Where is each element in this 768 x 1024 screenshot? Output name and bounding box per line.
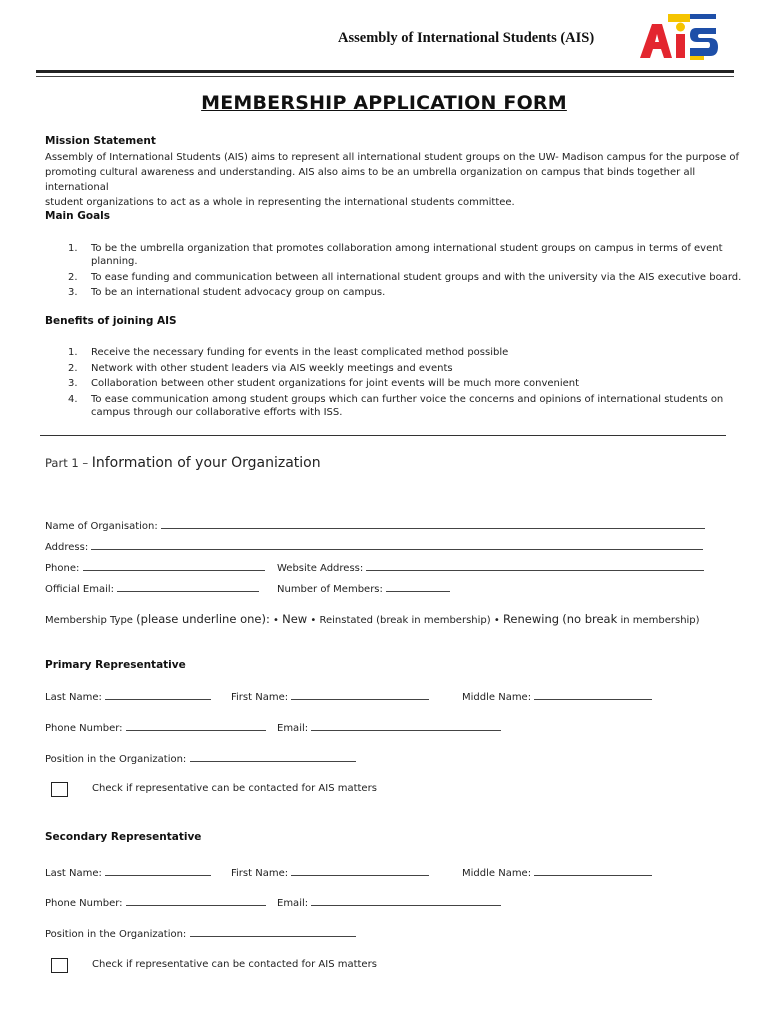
primary-position-field[interactable]: Position in the Organization: bbox=[45, 752, 356, 765]
goals-list bbox=[45, 242, 745, 302]
list-item: 3. Collaboration between other student organizations for joint events will be much more convenient bbox=[68, 378, 580, 389]
members-field[interactable]: Number of Members: bbox=[277, 582, 450, 595]
membership-type-row: Membership Type (please underline one): • New • Reinstated (break in membership) • Renewing (no break in membership) bbox=[45, 612, 700, 626]
section-divider bbox=[40, 435, 726, 436]
members-input-line[interactable] bbox=[386, 582, 450, 592]
part1-title: Information of your Organization bbox=[91, 455, 321, 471]
secondary-last-name-input-line[interactable] bbox=[105, 866, 211, 876]
list-item: 4. To ease communication among student groups which can further voice the concerns and opinions of international students on campus through our collaborative efforts with ISS. bbox=[68, 393, 724, 418]
address-field[interactable]: Address: bbox=[45, 540, 703, 553]
header-rule-thin bbox=[36, 76, 734, 77]
ais-logo bbox=[638, 12, 724, 62]
header-org-title: Assembly of International Students (AIS) bbox=[338, 30, 595, 46]
mission-text bbox=[45, 150, 745, 210]
primary-first-name-input-line[interactable] bbox=[291, 690, 429, 700]
mission-heading: Mission Statement bbox=[45, 135, 156, 147]
primary-middle-name-field[interactable]: Middle Name: bbox=[462, 690, 652, 703]
option-new[interactable]: New bbox=[282, 612, 308, 626]
list-item: 2. To ease funding and communication between all international student groups and with the university via the AIS executive board. bbox=[68, 271, 742, 283]
primary-email-field[interactable]: Email: bbox=[277, 721, 501, 734]
primary-phone-input-line[interactable] bbox=[126, 721, 266, 731]
goals-heading: Main Goals bbox=[45, 210, 111, 222]
secondary-middle-name-input-line[interactable] bbox=[534, 866, 652, 876]
primary-position-input-line[interactable] bbox=[190, 752, 356, 762]
mission-line: student organizations to act as a whole in representing the international students committee. bbox=[45, 197, 515, 208]
part1-prefix: Part 1 – bbox=[45, 456, 92, 470]
secondary-first-name-input-line[interactable] bbox=[291, 866, 429, 876]
form-title: MEMBERSHIP APPLICATION FORM bbox=[201, 92, 567, 114]
primary-contact-checkbox[interactable] bbox=[51, 782, 68, 797]
mission-line: promoting cultural awareness and understanding. AIS also aims to be an umbrella organization on campus that binds together all international bbox=[45, 167, 696, 193]
list-item: 2. Network with other student leaders via AIS weekly meetings and events bbox=[68, 362, 453, 374]
secondary-contact-checkbox[interactable] bbox=[51, 958, 68, 973]
org-name-field[interactable]: Name of Organisation: bbox=[45, 519, 705, 532]
part1-heading bbox=[45, 452, 321, 471]
secondary-email-field[interactable]: Email: bbox=[277, 896, 501, 909]
option-reinstated[interactable]: Reinstated (break in membership) bbox=[319, 615, 491, 626]
mission-line: Assembly of International Students (AIS) aims to represent all international student groups on the UW- Madison campus for the purpose of bbox=[45, 152, 740, 163]
primary-phone-field[interactable]: Phone Number: bbox=[45, 721, 266, 734]
header-rule-thick bbox=[36, 70, 734, 73]
secondary-position-field[interactable]: Position in the Organization: bbox=[45, 927, 356, 940]
org-name-input-line[interactable] bbox=[161, 519, 705, 529]
primary-last-name-input-line[interactable] bbox=[105, 690, 211, 700]
primary-heading: Primary Representative bbox=[45, 659, 186, 671]
secondary-middle-name-field[interactable]: Middle Name: bbox=[462, 866, 652, 879]
phone-field[interactable]: Phone: bbox=[45, 561, 265, 574]
secondary-contact-checkbox-label: Check if representative can be contacted for AIS matters bbox=[92, 959, 377, 970]
address-input-line[interactable] bbox=[91, 540, 703, 550]
primary-contact-checkbox-label: Check if representative can be contacted for AIS matters bbox=[92, 783, 377, 794]
secondary-heading: Secondary Representative bbox=[45, 831, 202, 843]
primary-middle-name-input-line[interactable] bbox=[534, 690, 652, 700]
website-field[interactable]: Website Address: bbox=[277, 561, 704, 574]
primary-email-input-line[interactable] bbox=[311, 721, 501, 731]
list-item: 1. Receive the necessary funding for events in the least complicated method possible bbox=[68, 347, 509, 358]
secondary-position-input-line[interactable] bbox=[190, 927, 356, 937]
secondary-email-input-line[interactable] bbox=[311, 896, 501, 906]
primary-first-name-field[interactable]: First Name: bbox=[231, 690, 429, 703]
list-item: 1. To be the umbrella organization that promotes collaboration among international student groups on campus in terms of event planning. bbox=[68, 243, 723, 267]
phone-input-line[interactable] bbox=[83, 561, 265, 571]
official-email-field[interactable]: Official Email: bbox=[45, 582, 259, 595]
official-email-input-line[interactable] bbox=[117, 582, 259, 592]
list-item: 3. To be an international student advocacy group on campus. bbox=[68, 287, 386, 298]
secondary-first-name-field[interactable]: First Name: bbox=[231, 866, 429, 879]
benefits-heading: Benefits of joining AIS bbox=[45, 315, 177, 327]
website-input-line[interactable] bbox=[366, 561, 704, 571]
secondary-phone-input-line[interactable] bbox=[126, 896, 266, 906]
secondary-last-name-field[interactable]: Last Name: bbox=[45, 866, 211, 879]
benefits-list bbox=[45, 346, 745, 421]
primary-last-name-field[interactable]: Last Name: bbox=[45, 690, 211, 703]
option-renewing[interactable]: Renewing (no break in membership) bbox=[502, 612, 700, 626]
secondary-phone-field[interactable]: Phone Number: bbox=[45, 896, 266, 909]
